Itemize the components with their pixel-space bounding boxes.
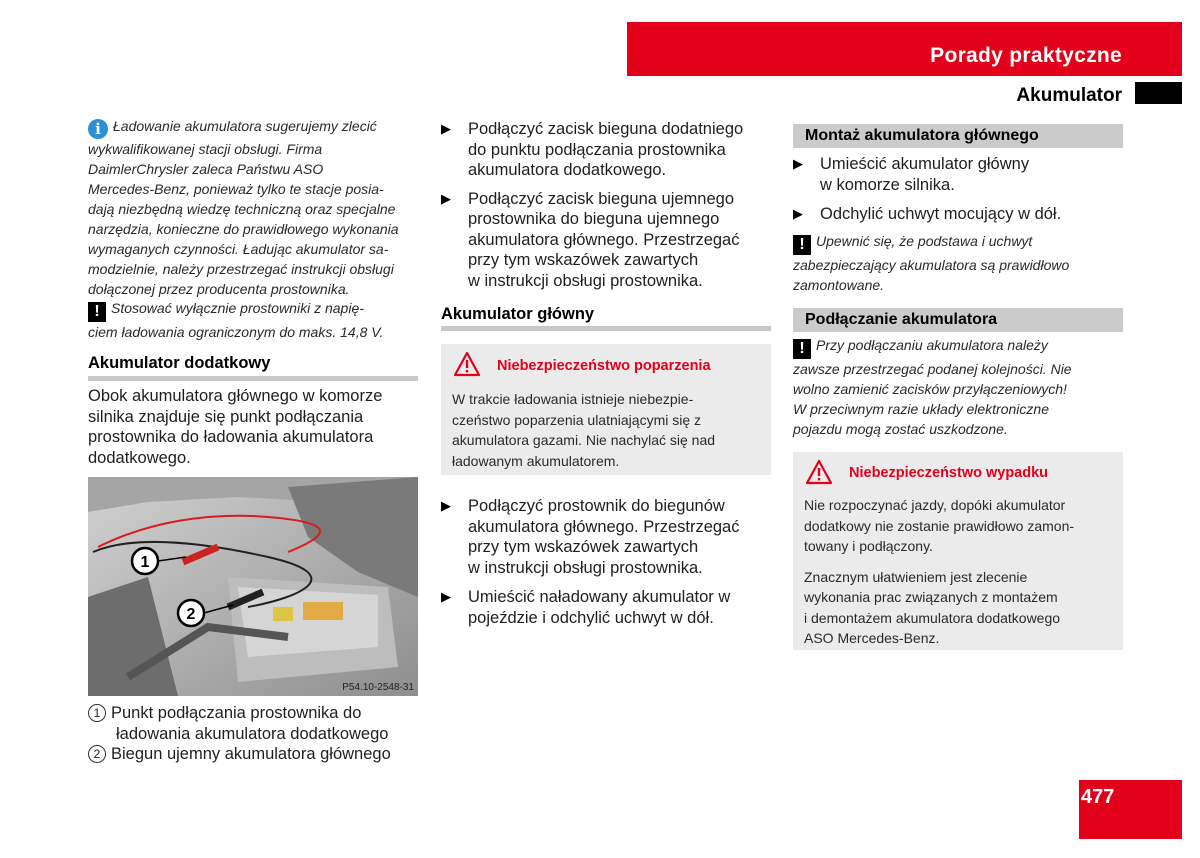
engine-bay-photo [88,477,418,696]
heading-rule [88,376,418,381]
warning-accident-box [793,452,1123,650]
subsection-title: Akumulator [1016,85,1122,106]
list-item: ▶ Podłączyć zacisk bieguna dodatniego do punktu podłączania prostownika akumulatora dodatkowego. [441,120,744,179]
page-number: 477 [1081,786,1115,808]
exclamation-icon: ! [88,302,106,322]
middle-bullets-top [441,119,781,291]
svg-text:1: 1 [140,554,150,571]
list-item: ▶ Umieścić naładowany akumulator w pojeździe i odchylić uchwyt w dół. [441,588,731,627]
heading-auxiliary-battery: Akumulator dodatkowy [88,354,271,372]
caution-note-connect: ! Przy podłączaniu akumulatora należy zawsze przestrzegać podanej kolejności. Nie wolno zamienić zacisków przyłączeniowych! W przeciwnym razie układy elektroniczne pojazdu mogą zostać uszkodzone. [793,337,1072,437]
legend-item: 2 Biegun ujemny akumulatora głównego [88,744,428,765]
warning-triangle-icon [453,351,481,377]
caution-note-install: ! Upewnić się, że podstawa i uchwyt zabezpieczający akumulatora są prawidłowo zamontowane. [793,233,1070,293]
list-item: ▶ Podłączyć zacisk bieguna ujemnego prostownika do bieguna ujemnego akumulatora głównego. Przestrzegać przy tym wskazówek zawartych w instrukcji obsługi prostownika. [441,189,740,290]
heading-main-battery: Akumulator główny [441,305,595,323]
right-bullets [793,154,1133,225]
heading-connect-battery: Podłączanie akumulatora [793,308,1123,332]
photo-legend: 1 Punkt podłączania prostownika do ładowania akumulatora dodatkowego 2 Biegun ujemny akumulatora głównego [88,703,428,765]
heading-install-main-battery: Montaż akumulatora głównego [793,124,1123,148]
warning-triangle-icon [805,459,833,485]
list-item: ▶ Odchylić uchwyt mocujący w dół. [793,205,1062,223]
section-marker-block [1135,82,1182,104]
section-title: Porady praktyczne [930,44,1122,67]
list-item: ▶ Podłączyć prostownik do biegunów akumulatora głównego. Przestrzegać przy tym wskazówek zawartych w instrukcji obsługi prostownika. [441,497,740,577]
warning-text: Nie rozpoczynać jazdy, dopóki akumulator dodatkowy nie zostanie prawidłowo zamon- towany i podłączony. Znacznym ułatwieniem jest zlecenie wykonania prac związanych z montażem i demontażem akumulatora dodatkowego ASO Mercedes-Benz. [804,497,1075,646]
info-icon: i [88,119,108,139]
list-item: ▶ Umieścić akumulator główny w komorze silnika. [793,155,1030,194]
exclamation-icon: ! [793,339,811,359]
heading-rule [441,326,771,331]
engine-bay-illustration [88,477,418,696]
info-note: i Ładowanie akumulatora sugerujemy zlecić wykwalifikowanej stacji obsługi. Firma DaimlerChrysler zaleca Państwu ASO Mercedes-Benz, ponieważ tylko te stacje posia- dają niezbędną wiedzę techniczną oraz specjalne narzędzia, konieczne do prawidłowego wykonania wymaganych czynności. Ładując akumulator sa- modzielnie, należy przestrzegać instrukcji obsługi dołączonej przez producenta prostownika. [88,118,399,297]
warning-text: W trakcie ładowania istnieje niebezpie- czeństwo poparzenia ulatniającymi się z akumulatora gazami. Nie nachylać się nad ładowanym akumulatorem. [452,391,716,469]
exclamation-icon: ! [793,235,811,255]
svg-text:2: 2 [186,606,196,623]
warning-title: Niebezpieczeństwo poparzenia [497,358,711,374]
warning-burn-box [441,344,771,475]
photo-code: P54.10-2548-31 [342,682,414,693]
middle-bullets-bottom [441,496,781,628]
auxiliary-battery-paragraph: Obok akumulatora głównego w komorze silnika znajduje się punkt podłączania prostownika do ładowania akumulatora dodatkowego. [88,387,383,467]
caution-note: ! Stosować wyłącznie prostowniki z napię- ciem ładowania ograniczonym do maks. 14,8 V. [88,300,384,340]
warning-title: Niebezpieczeństwo wypadku [849,465,1049,481]
legend-item: 1 Punkt podłączania prostownika do [88,703,428,724]
